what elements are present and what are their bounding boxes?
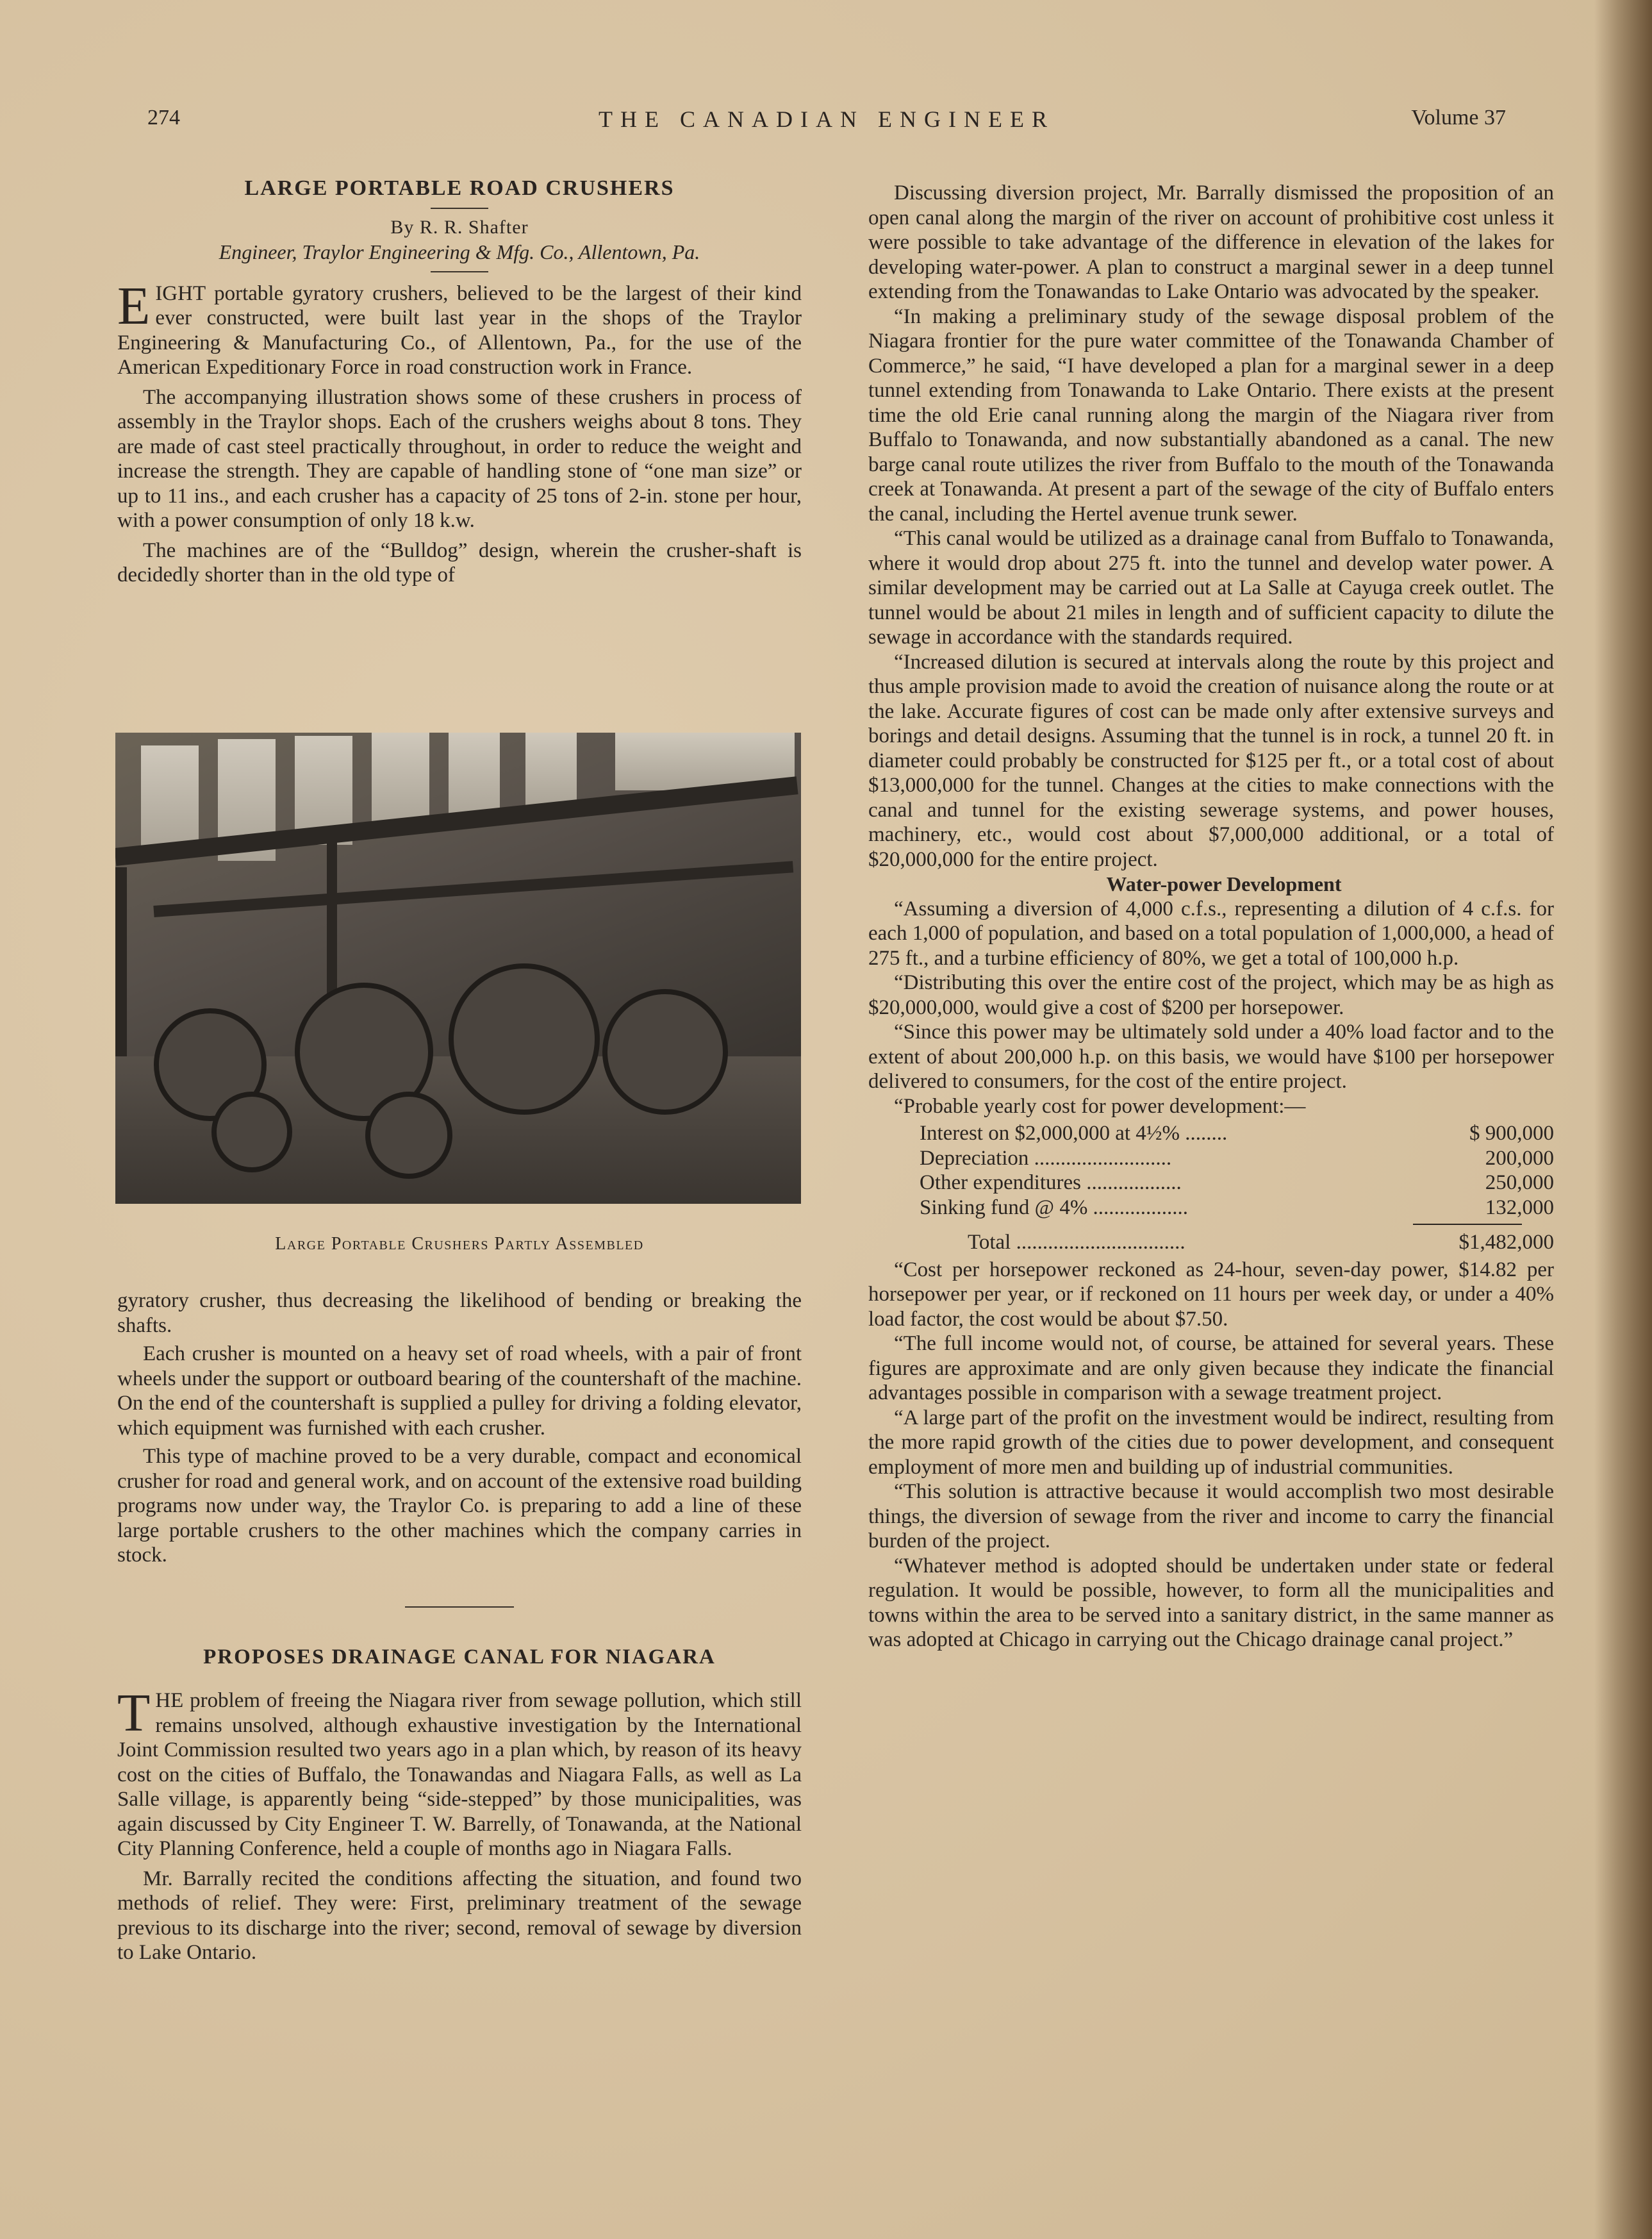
paragraph: “Probable yearly cost for power development:— bbox=[894, 1094, 1306, 1118]
paragraph: “In making a preliminary study of the sewage disposal problem of the Niagara frontier for the pure water committee of the Tonawanda Chamber of Commerce,” he said, “I have developed a plan for a marginal sewer in a deep tunnel extending from Tonawanda to Lake Ontario. There exists at the present time the old Erie canal running along the margin of the Niagara river from Buffalo to Tonawanda, and now substantially abandoned as a canal. The new barge canal route utilizes the river from Buffalo to the mouth of the Tonawanda creek at Tonawanda. At present a part of the sewage of the city of Buffalo enters the canal, including the Hertel avenue trunk sewer. bbox=[868, 304, 1554, 526]
article-crushers-top bbox=[117, 176, 802, 588]
author-affiliation: Engineer, Traylor Engineering & Mfg. Co., Allentown, Pa. bbox=[219, 240, 700, 263]
byline: By R. R. Shafter bbox=[390, 216, 529, 238]
paragraph: gyratory crusher, thus decreasing the likelihood of bending or breaking the shafts. bbox=[117, 1289, 802, 1337]
paragraph: “Assuming a diversion of 4,000 c.f.s., representing a dilution of 4 c.f.s. for each 1,000 of population, and based on a total population of 1,000,000, a head of 275 ft., and a turbine efficiency of 80%, we get a total of 100,000 h.p. bbox=[868, 897, 1554, 970]
ledger-row: Sinking fund @ 4% .................. 132,000 bbox=[920, 1195, 1554, 1219]
paragraph: This type of machine proved to be a very durable, compact and economical crusher for road and general work, and on account of the extensive road building programs now under way, the Traylor Co. is preparing to add a line of these large portable crushers to the other machines which the company carries in stock. bbox=[117, 1445, 802, 1567]
page-gutter-shadow bbox=[1594, 0, 1652, 2239]
paragraph: The machines are of the “Bulldog” design, wherein the crusher-shaft is decidedly shorter than in the old type of bbox=[117, 538, 802, 587]
title-rule bbox=[431, 208, 488, 209]
article-niagara-continued bbox=[868, 181, 1554, 1652]
paragraph: “Whatever method is adopted should be undertaken under state or federal regulation. It would be possible, however, to form all the municipalities and towns within the area to be served into a sanitary district, in the same manner as was adopted at Chicago in carrying out the Chicago drainage canal project.” bbox=[868, 1554, 1554, 1651]
drop-cap: T bbox=[117, 1683, 151, 1743]
paragraph-intro: EIGHT portable gyratory crushers, believed to be the largest of their kind ever constructed, were built last year in the shops of the Traylor Engineering & Manufacturing Co., of Allentown, Pa., for the use of the American Expeditionary Force in road construction work in France. bbox=[117, 276, 802, 379]
paragraph: Mr. Barrally recited the conditions affecting the situation, and found two methods of relief. They were: First, preliminary treatment of the sewage previous to its discharge into the river; second, removal of sewage by diversion to Lake Ontario. bbox=[117, 1867, 802, 1964]
paragraph: “Distributing this over the entire cost of the project, which may be as high as $20,000,000, would give a cost of $200 per horsepower. bbox=[868, 971, 1554, 1019]
photo-caption: Large Portable Crushers Partly Assembled bbox=[275, 1234, 644, 1254]
article-title-niagara: PROPOSES DRAINAGE CANAL FOR NIAGARA bbox=[203, 1645, 716, 1669]
paragraph: “Since this power may be ultimately sold under a 40% load factor and to the extent of about 200,000 h.p. on this basis, we would have $100 per horsepower delivered to consumers, for the cost of the entire project. bbox=[868, 1020, 1554, 1093]
paragraph: “Cost per horsepower reckoned as 24-hour, seven-day power, $14.82 per horsepower per year, or if reckoned on 11 hours per week day, or under a 40% load factor, the cost would be about $7.50. bbox=[868, 1258, 1554, 1331]
drop-cap: E bbox=[117, 276, 151, 336]
ledger-row: Interest on $2,000,000 at 4½% ........ $ 900,000 bbox=[920, 1122, 1554, 1145]
paragraph-intro: THE problem of freeing the Niagara river from sewage pollution, which still remains unsolved, although exhaustive investigation by the International Joint Commission resulted two years ago in a plan which, by reason of its heavy cost on the cities of Buffalo, the Tonawandas and Niagara Falls, as well as La Salle village, is apparently being “side-stepped” by those municipalities, was again discussed by City Engineer T. W. Barrelly, of Tonawanda, at the National City Planning Conference, held a couple of months ago in Niagara Falls. bbox=[117, 1683, 802, 1860]
article-crushers-bottom bbox=[117, 1288, 802, 1965]
paragraph: “A large part of the profit on the investment would be indirect, resulting from the more rapid growth of the cities due to power development, and consequent employment of more men and building up of industrial communities. bbox=[868, 1406, 1554, 1479]
ledger-row: Depreciation .......................... 200,000 bbox=[920, 1146, 1554, 1170]
crushers-photo bbox=[115, 733, 801, 1204]
paragraph: Each crusher is mounted on a heavy set of road wheels, with a pair of front wheels under the support or outboard bearing of the countershaft of the machine. On the end of the countershaft is supplied a pulley for driving a folding elevator, which equipment was furnished with each crusher. bbox=[117, 1342, 802, 1440]
running-header bbox=[147, 106, 1506, 144]
paragraph: Discussing diversion project, Mr. Barrally dismissed the proposition of an open canal along the margin of the river on account of prohibitive cost unless it were possible to take advantage of the difference in elevation of the lakes for developing water-power. A plan to construct a marginal sewer in a deep tunnel extending from the Tonawandas to Lake Ontario was advocated by the speaker. bbox=[868, 181, 1554, 303]
ledger-row: Other expenditures .................. 250,000 bbox=[920, 1171, 1554, 1194]
journal-title: THE CANADIAN ENGINEER bbox=[599, 106, 1055, 132]
article-separator bbox=[405, 1606, 514, 1608]
volume-label: Volume 37 bbox=[1411, 106, 1506, 129]
paragraph: “This canal would be utilized as a drainage canal from Buffalo to Tonawanda, where it would drop about 275 ft. into the tunnel and develop water power. A similar development may be carried out at La Salle at Cayuga creek outlet. The tunnel would be about 21 miles in length and of sufficient capacity to dilute the sewage in accordance with the standards required. bbox=[868, 527, 1554, 649]
byline-rule bbox=[431, 271, 488, 272]
paragraph: The accompanying illustration shows some of these crushers in process of assembly in the Traylor shops. Each of the crushers weighs about 8 tons. They are made of cast steel practically throughout, in order to reduce the weight and increase the strength. They are capable of handling stone of “one man size” or up to 11 ins., and each crusher has a capacity of 25 tons of 2-in. stone per hour, with a power consumption of only 18 k.w. bbox=[117, 385, 802, 532]
cost-ledger bbox=[868, 1121, 1554, 1255]
ledger-rule bbox=[1413, 1224, 1522, 1225]
paragraph: “Increased dilution is secured at intervals along the route by this project and thus ample provision made to avoid the creation of nuisance along the route or at the lake. Accurate figures of cost can be made only after extensive surveys and borings and detail designs. Assuming that the tunnel is in rock, a tunnel 20 ft. in diameter could probably be constructed for $125 per ft., or a total cost of about $13,000,000 for the tunnel. Changes at the cities to make connections with the canal and tunnel for the existing sewerage systems, and power houses, machinery, etc., would cost about $7,000,000 additional, or a total of $20,000,000 for the entire project. bbox=[868, 650, 1554, 871]
page-number: 274 bbox=[147, 106, 180, 129]
article-title: LARGE PORTABLE ROAD CRUSHERS bbox=[244, 176, 675, 200]
section-subhead: Water-power Development bbox=[1106, 872, 1342, 895]
paragraph: “The full income would not, of course, be attained for several years. These figures are approximate and are only given because they indicate the financial advantages possible in comparison with a sewage treatment project. bbox=[868, 1332, 1554, 1404]
paragraph: “This solution is attractive because it would accomplish two most desirable things, the diversion of sewage from the river and income to carry the financial burden of the project. bbox=[868, 1480, 1554, 1552]
ledger-total: Total ................................ $1,482,000 bbox=[968, 1231, 1554, 1254]
